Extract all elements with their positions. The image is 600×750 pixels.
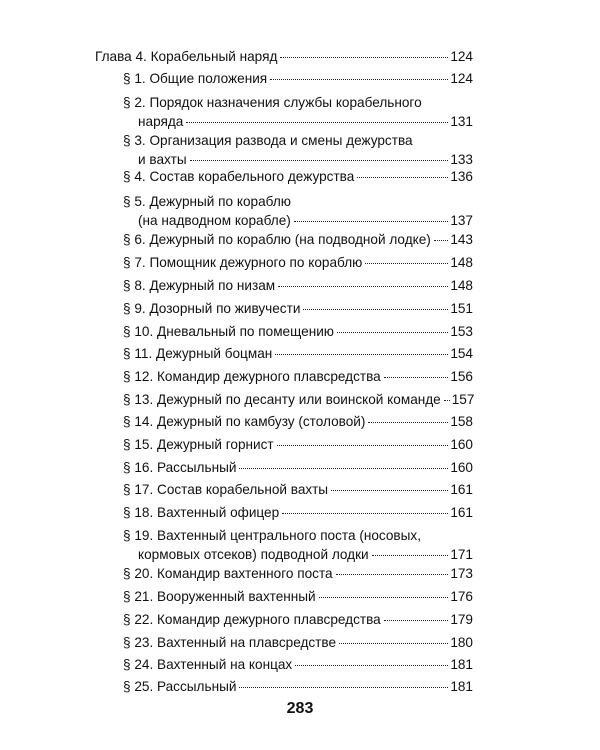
toc-entry-page: 154 — [450, 346, 473, 361]
toc-entry-title: § 18. Вахтенный офицер — [123, 505, 280, 520]
toc-entry-line — [123, 611, 473, 629]
toc-entry-page: 143 — [450, 232, 473, 247]
toc-entry-page: 156 — [450, 369, 473, 384]
toc-entry-line — [123, 678, 473, 696]
dot-leader — [339, 643, 448, 644]
toc-entry-title: § 13. Дежурный по десанту или воинской команде — [123, 392, 441, 407]
toc-entry-title: § 5. Дежурный по кораблю — [123, 194, 291, 209]
dot-leader — [275, 354, 448, 355]
toc-entry-line — [123, 656, 473, 674]
toc-entry-page: 151 — [450, 301, 473, 316]
toc-entry-title: Глава 4. Корабельный наряд — [95, 49, 278, 64]
toc-entry-title: § 1. Общие положения — [123, 71, 268, 86]
toc-entry-line — [123, 368, 473, 386]
toc-entry-page: 161 — [450, 505, 473, 520]
toc-entry-title: § 7. Помощник дежурного по кораблю — [123, 255, 363, 270]
toc-entry-line — [123, 254, 473, 272]
toc-entry-title: § 24. Вахтенный на концах — [123, 657, 293, 672]
toc-entry-title: наряда — [138, 114, 184, 129]
toc-entry-page: 173 — [450, 566, 473, 581]
toc-entry-page: 136 — [450, 169, 473, 184]
toc-entry-title: § 19. Вахтенный центрального поста (носовых, — [123, 528, 421, 543]
toc-entry-page: 157 — [451, 392, 475, 407]
dot-leader — [444, 400, 450, 401]
toc-entry-title: § 11. Дежурный боцман — [123, 346, 273, 361]
dot-leader — [282, 513, 448, 514]
toc-entry-title: § 9. Дозорный по живучести — [123, 301, 301, 316]
toc-entry-line — [123, 527, 421, 545]
toc-entry-page: 181 — [450, 679, 473, 694]
toc-entry-page: 160 — [450, 437, 473, 452]
toc-entry-page: 137 — [450, 213, 473, 228]
dot-leader — [319, 597, 449, 598]
toc-entry-title: § 8. Дежурный по низам — [123, 278, 276, 293]
toc-entry-line — [123, 70, 473, 88]
toc-entry-line — [123, 345, 473, 363]
dot-leader — [434, 240, 449, 241]
toc-entry-line — [123, 413, 473, 431]
toc-entry-page: 160 — [450, 460, 473, 475]
toc-entry-page: 148 — [450, 255, 473, 270]
toc-entry-line — [123, 504, 473, 522]
toc-entry-title: и вахты — [138, 152, 187, 167]
toc-entry-line — [123, 565, 473, 583]
toc-entry-page: 124 — [450, 71, 473, 86]
toc-entry-title: § 22. Командир дежурного плавсредства — [123, 612, 381, 627]
toc-entry-line — [138, 212, 473, 230]
dot-leader — [303, 309, 448, 310]
toc-entry-title: § 3. Организация развода и смены дежурства — [123, 133, 413, 148]
toc-entry-line — [123, 323, 473, 341]
dot-leader — [277, 445, 449, 446]
dot-leader — [337, 332, 448, 333]
toc-entry-line — [123, 132, 413, 150]
toc-entry-page: 181 — [450, 657, 473, 672]
dot-leader — [384, 377, 449, 378]
toc-entry-line — [123, 634, 473, 652]
toc-entry-page: 171 — [450, 547, 473, 562]
toc-entry-title: § 23. Вахтенный на плавсредстве — [123, 635, 337, 650]
dot-leader — [331, 490, 448, 491]
toc-entry-title: § 2. Порядок назначения службы корабельного — [123, 95, 422, 110]
toc-entry-title: кормовых отсеков) подводной лодки — [138, 547, 369, 562]
toc-entry-line — [95, 48, 473, 66]
dot-leader — [190, 160, 449, 161]
toc-entry-page: 148 — [450, 278, 473, 293]
toc-entry-line — [138, 113, 473, 131]
toc-entry-line — [123, 168, 473, 186]
dot-leader — [239, 687, 448, 688]
toc-entry-page: 131 — [450, 114, 473, 129]
toc-entry-title: § 14. Дежурный по камбузу (столовой) — [123, 414, 366, 429]
toc-entry-title: § 25. Рассыльный — [123, 679, 237, 694]
dot-leader — [270, 79, 448, 80]
dot-leader — [368, 422, 448, 423]
toc-entry-line — [123, 231, 473, 249]
toc-entry-page: 124 — [450, 49, 473, 64]
toc-entry-line — [123, 193, 291, 211]
dot-leader — [186, 122, 448, 123]
dot-leader — [294, 221, 449, 222]
toc-entry-title: § 4. Состав корабельного дежурства — [123, 169, 355, 184]
toc-entry-page: 161 — [450, 482, 473, 497]
dot-leader — [295, 665, 448, 666]
toc-entry-title: § 17. Состав корабельной вахты — [123, 482, 329, 497]
dot-leader — [357, 177, 448, 178]
toc-entry-line — [123, 277, 473, 295]
toc-entry-title: § 12. Командир дежурного плавсредства — [123, 369, 381, 384]
toc-entry-page: 133 — [450, 152, 473, 167]
toc-entry-line — [123, 459, 473, 477]
dot-leader — [239, 468, 448, 469]
dot-leader — [365, 263, 448, 264]
toc-entry-title: § 6. Дежурный по кораблю (на подводной лодке) — [123, 232, 431, 247]
dot-leader — [280, 57, 448, 58]
toc-entry-line — [123, 300, 473, 318]
toc-entry-title: § 16. Рассыльный — [123, 460, 237, 475]
toc-entry-title: § 20. Командир вахтенного поста — [123, 566, 333, 581]
toc-entry-line — [123, 94, 422, 112]
toc-entry-line — [138, 546, 473, 564]
toc-entry-title: § 21. Вооруженный вахтенный — [123, 589, 316, 604]
dot-leader — [336, 574, 449, 575]
toc-entry-title: § 15. Дежурный горнист — [123, 437, 274, 452]
toc-entry-line — [123, 436, 473, 454]
toc-entry-page: 176 — [450, 589, 473, 604]
toc-entry-page: 153 — [450, 324, 473, 339]
toc-entry-page: 179 — [450, 612, 473, 627]
dot-leader — [384, 620, 449, 621]
page-number: 283 — [286, 700, 314, 717]
toc-entry-line — [123, 481, 473, 499]
toc-entry-title: (на надводном корабле) — [138, 213, 291, 228]
dot-leader — [278, 286, 448, 287]
toc-entry-page: 180 — [450, 635, 473, 650]
toc-entry-line — [123, 588, 473, 606]
toc-entry-line — [138, 151, 473, 169]
dot-leader — [372, 555, 449, 556]
toc-entry-page: 158 — [450, 414, 473, 429]
toc-entry-line — [123, 391, 473, 409]
toc-entry-title: § 10. Дневальный по помещению — [123, 324, 334, 339]
